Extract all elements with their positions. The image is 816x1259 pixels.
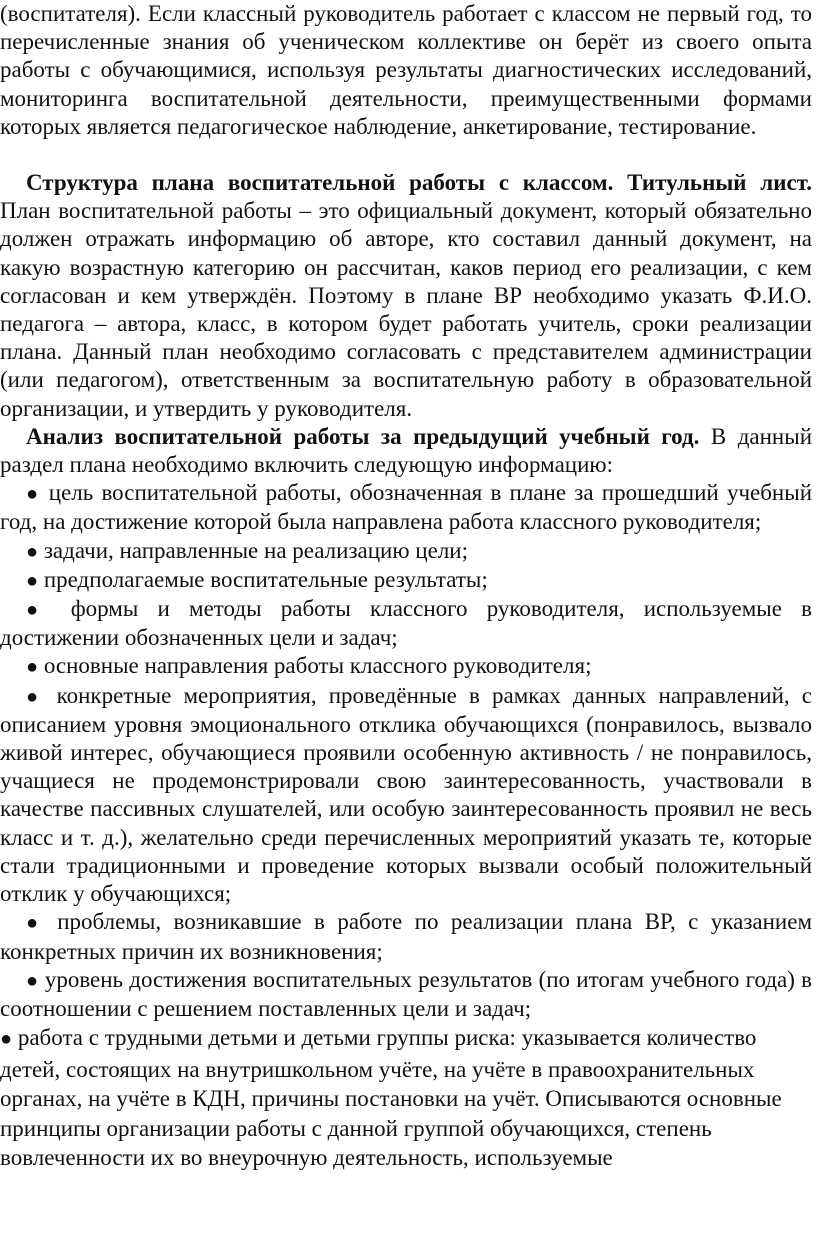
list-item-text: основные направления работы классного руководителя; [43,653,592,679]
bullet-icon: ● [26,599,52,622]
analysis-body: В данный раздел плана необходимо включить следующую информацию: [0,423,813,478]
list-item-last [0,1023,816,1173]
list-item [0,682,816,909]
list-item-text: работа с трудными детьми и детьми группы риска: указывается количество детей, состоящих на внутришкольном учёте, на учёте в правоохранительных органах, на учёте в КДН, причины постановки на учёт. Описываются основные принципы организации работы с данной группой обучающихся, степень вовлеченности их во внеурочную деятельность, используемые [0,1025,782,1171]
list-item-text: уровень достижения воспитательных результатов (по итогам учебного года) в соотношении с решением поставленных цели и задач; [0,966,812,1021]
bullet-icon: ● [26,969,39,992]
bullet-icon: ● [26,912,45,935]
list-item [0,652,816,681]
list-item [0,908,816,965]
list-item [0,966,816,1023]
bullet-icon: ● [26,685,45,708]
bullet-icon: ● [26,656,39,679]
list-item [0,479,816,536]
analysis-heading: Анализ воспитательной работы за предыдущий учебный год. [26,423,700,449]
structure-heading: Структура плана воспитательной работы с классом. Титульный лист. [26,170,812,196]
list-item-text: задачи, направленные на реализацию цели; [43,537,468,563]
list-item [0,595,816,652]
bullet-icon: ● [0,1028,13,1051]
intro-paragraph: (воспитателя). Если классный руководитель работает с классом не первый год, то перечисленные знания об ученическом коллективе он берёт из своего опыта работы с обучающимися, используя результаты диагностических исследований, мониторинга воспитательной деятельности, преимущественными формами которых является педагогическое наблюдение, анкетирование, тестирование. [0,1,812,139]
structure-paragraph [0,169,816,423]
structure-body: План воспитательной работы – это официальный документ, который обязательно должен отражать информацию об авторе, кто составил данный документ, на какую возрастную категорию он рассчитан, каков период его реализации, с кем согласован и кем утверждён. Поэтому в плане ВР необходимо указать Ф.И.О. педагога – автора, класс, в котором будет работать учитель, сроки реализации плана. Данный план необходимо согласовать с представителем администрации (или педагогом), ответственным за воспитательную работу в образовательной организации, и утвердить у руководителя. [0,198,812,421]
list-item-text: формы и методы работы классного руководителя, используемые в достижении обозначенных цели и задач; [0,596,812,651]
bullet-icon: ● [26,540,39,563]
list-item-text: конкретные мероприятия, проведённые в рамках данных направлений, с описанием уровня эмоционального отклика обучающихся (понравилось, вызвало живой интерес, обучающиеся проявили особенную активность / не понравилось, учащиеся не продемонстрировали свою заинтересованность, участвовали в качестве пассивных слушателей, или особую заинтересованность проявил не весь класс и т. д.), желательно среди перечисленных мероприятий указать те, которые стали традиционными и проведение которых вызвали особый положительный отклик у обучающихся; [0,682,813,907]
bullet-icon: ● [26,483,41,506]
paragraph-spacer [0,141,816,169]
list-item-text: предполагаемые воспитательные результаты; [43,566,488,592]
bullet-icon: ● [26,569,39,592]
list-item-text: проблемы, возникавшие в работе по реализации плана ВР, с указанием конкретных причин их возникновения; [0,909,812,964]
analysis-paragraph [0,423,816,479]
analysis-bullet-list [0,479,816,1023]
list-item-text: цель воспитательной работы, обозначенная в плане за прошедший учебный год, на достижение которой была направлена работа классного руководителя; [0,480,812,535]
list-item [0,537,816,566]
list-item [0,566,816,595]
